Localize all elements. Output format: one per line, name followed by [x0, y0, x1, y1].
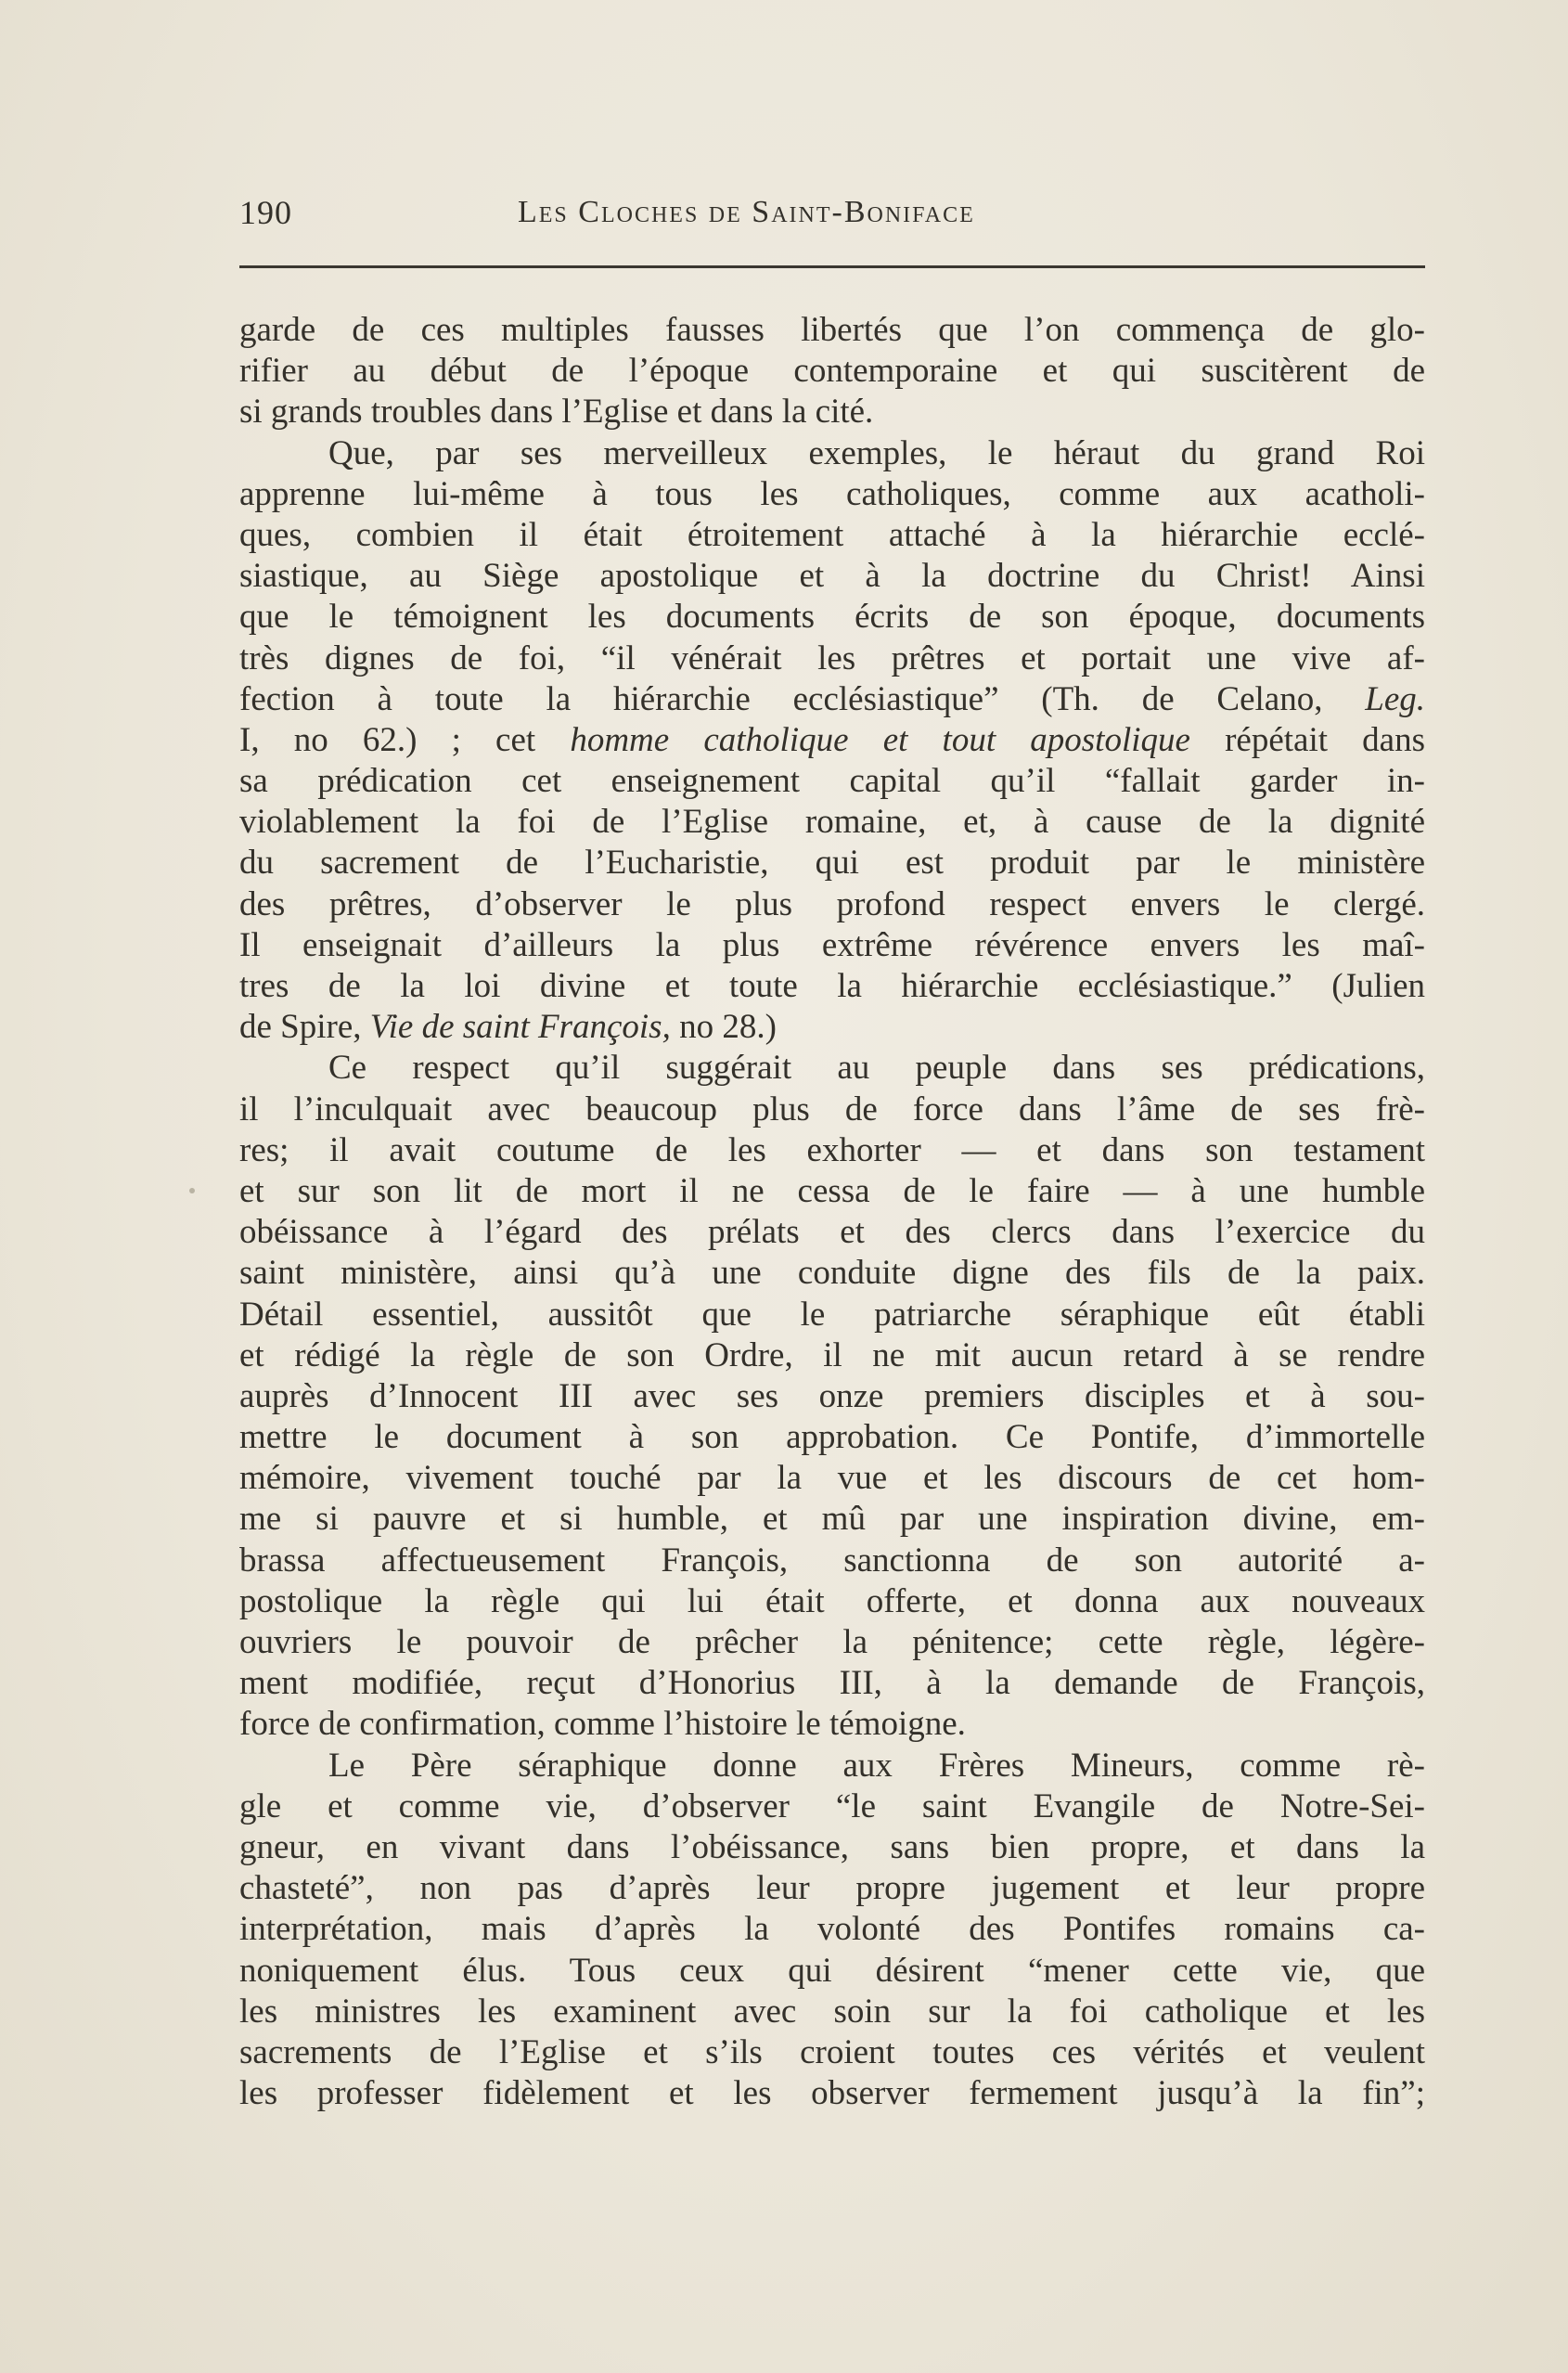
text-line: Que, par ses merveilleux exemples, le héraut du grand Roi — [328, 433, 1425, 472]
text-line: sacrements de l’Eglise et s’ils croient toutes ces vérités et veulent — [239, 2032, 1425, 2071]
text-line-with-italic — [239, 720, 1425, 761]
italic-segment: Vie de saint François, — [369, 1008, 671, 1047]
text-line: me si pauvre et si humble, et mû par une inspiration divine, em- — [239, 1500, 1425, 1539]
text-line: des prêtres, d’observer le plus profond respect envers le clergé. — [239, 884, 1425, 923]
text-line: les ministres les examinent avec soin sur la foi catholique et les — [239, 1992, 1425, 2031]
text-segment: de Spire, — [239, 1008, 370, 1047]
text-segment: répétait dans — [1189, 720, 1425, 759]
margin-speck — [189, 1188, 195, 1193]
text-line: siastique, au Siège apostolique et à la doctrine du Christ! Ainsi — [239, 557, 1425, 596]
text-line: si grands troubles dans l’Eglise et dans la cité. — [239, 393, 874, 432]
text-line: ment modifiée, reçut d’Honorius III, à la demande de François, — [239, 1664, 1425, 1703]
page-number: 190 — [239, 194, 292, 231]
text-line: garde de ces multiples fausses libertés que l’on commença de glo- — [239, 311, 1425, 349]
text-segment: I, no 62.) ; cet — [239, 720, 571, 759]
running-title: Les Cloches de Saint-Boniface — [518, 195, 975, 229]
text-line: mémoire, vivement touché par la vue et les discours de cet hom- — [239, 1459, 1425, 1498]
text-line: apprenne lui-même à tous les catholiques, comme aux acatholi- — [239, 474, 1425, 513]
text-segment: fection à toute la hiérarchie ecclésiastique” (Th. de Celano, — [239, 679, 1366, 718]
text-line: sa prédication cet enseignement capital qu’il “fallait garder in- — [239, 762, 1425, 801]
text-line: violablement la foi de l’Eglise romaine, et, à cause de la dignité — [239, 803, 1425, 842]
text-line: Il enseignait d’ailleurs la plus extrême révérence envers les maî- — [239, 925, 1425, 964]
text-line: gneur, en vivant dans l’obéissance, sans bien propre, et dans la — [239, 1827, 1425, 1866]
text-line: res; il avait coutume de les exhorter — et dans son testament — [239, 1130, 1425, 1169]
text-line: chasteté”, non pas d’après leur propre jugement et leur propre — [239, 1869, 1425, 1908]
text-line: interprétation, mais d’après la volonté des Pontifes romains ca- — [239, 1910, 1425, 1949]
text-line: mettre le document à son approbation. Ce Pontife, d’immortelle — [239, 1418, 1425, 1457]
text-line: les professer fidèlement et les observer fermement jusqu’à la fin”; — [239, 2074, 1425, 2113]
body-text — [239, 310, 1425, 2114]
text-line: du sacrement de l’Eucharistie, qui est produit par le ministère — [239, 844, 1425, 883]
text-line: brassa affectueusement François, sanctionna de son autorité a- — [239, 1541, 1425, 1580]
italic-segment: homme catholique et tout apostolique — [570, 720, 1190, 759]
text-line: postolique la règle qui lui était offerte, et donna aux nouveaux — [239, 1581, 1425, 1620]
text-line: et rédigé la règle de son Ordre, il ne mit aucun retard à se rendre — [239, 1335, 1425, 1374]
text-line: et sur son lit de mort il ne cessa de le faire — à une humble — [239, 1171, 1425, 1210]
text-line: obéissance à l’égard des prélats et des clercs dans l’exercice du — [239, 1213, 1425, 1252]
text-line: ques, combien il était étroitement attaché à la hiérarchie ecclé- — [239, 515, 1425, 554]
text-line: Détail essentiel, aussitôt que le patriarche séraphique eût établi — [239, 1295, 1425, 1334]
text-line: saint ministère, ainsi qu’à une conduite digne des fils de la paix. — [239, 1254, 1425, 1293]
header-rule — [239, 265, 1425, 268]
text-line: que le témoignent les documents écrits de son époque, documents — [239, 598, 1425, 637]
text-line: il l’inculquait avec beaucoup plus de force dans l’âme de ses frè- — [239, 1090, 1425, 1128]
text-line: Le Père séraphique donne aux Frères Mineurs, comme rè- — [328, 1746, 1425, 1785]
text-line: noniquement élus. Tous ceux qui désirent “mener cette vie, que — [239, 1951, 1425, 1990]
text-line: rifier au début de l’époque contemporaine et qui suscitèrent de — [239, 352, 1425, 391]
text-line: Ce respect qu’il suggérait au peuple dans ses prédications, — [328, 1049, 1425, 1088]
text-line: gle et comme vie, d’observer “le saint Evangile de Notre-Sei- — [239, 1786, 1425, 1825]
text-line: tres de la loi divine et toute la hiérarchie ecclésiastique.” (Julien — [239, 967, 1425, 1005]
text-line: ouvriers le pouvoir de prêcher la pénitence; cette règle, légère- — [239, 1623, 1425, 1661]
page-header — [239, 193, 1427, 249]
text-line: très dignes de foi, “il vénérait les prêtres et portait une vive af- — [239, 638, 1425, 677]
text-line: force de confirmation, comme l’histoire le témoigne. — [239, 1705, 966, 1744]
text-segment: no 28.) — [670, 1008, 777, 1047]
italic-segment: Leg. — [1365, 679, 1425, 718]
text-line-with-italic — [239, 1007, 1425, 1048]
text-line-with-italic — [239, 679, 1425, 720]
text-line: auprès d’Innocent III avec ses onze premiers disciples et à sou- — [239, 1376, 1425, 1415]
